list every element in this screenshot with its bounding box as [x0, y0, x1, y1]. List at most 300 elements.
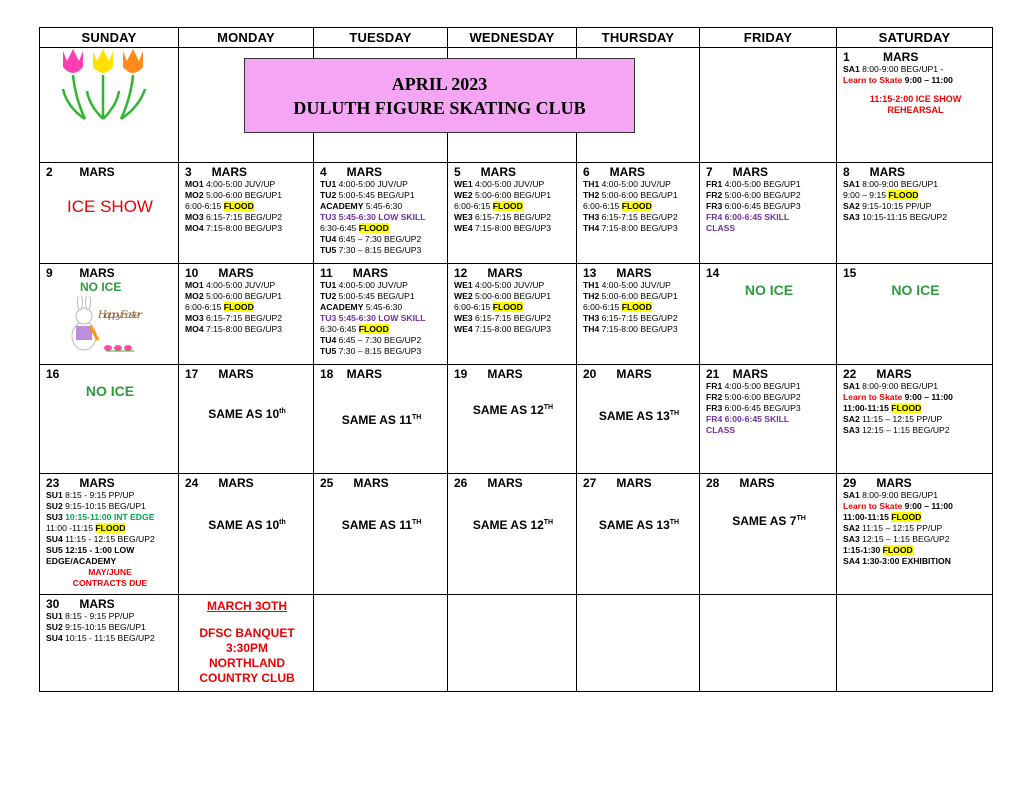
session-code: WE1 — [454, 280, 473, 290]
session-code: WE1 — [454, 179, 473, 189]
session-code: SA2 — [843, 523, 860, 533]
session-code: SA2 — [843, 201, 860, 211]
day-cell-22 — [837, 365, 993, 474]
schedule-line — [185, 280, 309, 291]
session-time: 6:15-7:15 BEG/UP2 — [472, 212, 551, 222]
no-ice-label: NO ICE — [891, 282, 940, 298]
same-as-label: SAME AS 11TH — [341, 518, 422, 532]
week-row-4 — [40, 365, 993, 474]
flood-label: FLOOD — [223, 201, 254, 211]
session-code: SA2 — [843, 414, 860, 424]
session-code: MO4 — [185, 223, 204, 233]
session-code: SA4 — [843, 556, 860, 566]
day-cell-14 — [700, 264, 837, 365]
flood-label: FLOOD — [621, 302, 652, 312]
schedule-list — [185, 280, 309, 335]
session-code: SU1 — [46, 490, 63, 500]
schedule-line — [843, 534, 988, 545]
flood-label: FLOOD — [492, 201, 523, 211]
schedule-line — [46, 567, 174, 578]
session-code: SU5 — [46, 545, 63, 555]
session-code: FR2 — [706, 190, 723, 200]
session-code: TH2 — [583, 190, 600, 200]
session-code: MO3 — [185, 212, 204, 222]
schedule-line — [583, 280, 695, 291]
session-code: FR3 — [706, 403, 723, 413]
schedule-line — [843, 523, 988, 534]
schedule-line — [185, 302, 309, 313]
skill-class-label: FR4 6:00-6:45 SKILL — [706, 414, 790, 424]
day-cell-23 — [40, 474, 179, 595]
session-time: 7:30 – 8:15 BEG/UP3 — [336, 245, 422, 255]
schedule-line — [583, 302, 695, 313]
flood-label: FLOOD — [95, 523, 126, 533]
day-header: 1 MARS — [843, 50, 919, 64]
day-cell-8 — [837, 163, 993, 264]
schedule-list — [583, 179, 695, 234]
day-cell-19 — [448, 365, 577, 474]
flood-label: FLOOD — [891, 403, 922, 413]
week-row-3 — [40, 264, 993, 365]
day-cell-empty — [577, 595, 700, 692]
session-code: WE4 — [454, 324, 473, 334]
ice-show-rehearsal-note: REHEARSAL — [887, 105, 944, 115]
day-header: 3 MARS — [185, 165, 248, 179]
day-cell-5 — [448, 163, 577, 264]
day-cell-6 — [577, 163, 700, 264]
schedule-line — [454, 313, 572, 324]
session-code: TU2 — [320, 291, 337, 301]
schedule-line — [843, 490, 988, 501]
schedule-line — [583, 201, 695, 212]
schedule-line — [706, 223, 832, 234]
session-code: SA3 — [843, 425, 860, 435]
day-header: 25 MARS — [320, 476, 389, 490]
schedule-line — [320, 179, 443, 190]
schedule-line — [583, 313, 695, 324]
session-time: 5:00-5:45 BEG/UP1 — [336, 190, 415, 200]
session-time: 8:00-9:00 BEG/UP1 — [859, 381, 939, 391]
day-header: 29 MARS — [843, 476, 912, 490]
schedule-line — [706, 392, 832, 403]
session-time: 6:00-6:15 — [185, 201, 224, 211]
easter-greeting: Happy Easter — [98, 310, 142, 321]
schedule-list — [706, 381, 832, 436]
learn-to-skate-label: Learn to Skate — [843, 501, 903, 511]
flood-label: FLOOD — [882, 545, 913, 555]
day-header: 12 MARS — [454, 266, 523, 280]
day-header: 27 MARS — [583, 476, 652, 490]
session-time: 5:00-6:00 BEG/UP1 — [203, 190, 282, 200]
weekday-saturday: SATURDAY — [837, 28, 993, 48]
session-code: SU2 — [46, 501, 63, 511]
club-name-title: DULUTH FIGURE SKATING CLUB — [293, 97, 586, 118]
schedule-line — [843, 381, 988, 392]
session-time: 6:00-6:15 — [454, 201, 493, 211]
session-time: 8:15 - 9:15 PP/UP — [62, 611, 135, 621]
schedule-line — [454, 302, 572, 313]
weekday-monday: MONDAY — [179, 28, 314, 48]
schedule-line — [843, 501, 988, 512]
schedule-line — [454, 223, 572, 234]
session-code: FR2 — [706, 392, 723, 402]
session-code: WE2 — [454, 291, 473, 301]
session-code: TU4 — [320, 335, 337, 345]
schedule-line — [583, 190, 695, 201]
session-time: 9:00 – 9:15 — [843, 190, 889, 200]
session-time: 6:00-6:15 — [185, 302, 224, 312]
session-time: 11:00 -11:15 — [46, 523, 96, 533]
day-header: 21 MARS — [706, 367, 769, 381]
same-as-label: SAME AS 11TH — [341, 413, 422, 427]
schedule-line — [583, 291, 695, 302]
session-time: 4:00-5:00 JUV/UP — [472, 280, 545, 290]
schedule-line — [320, 212, 443, 223]
session-time: 4:00-5:00 JUV/UP — [472, 179, 545, 189]
day-cell-17 — [179, 365, 314, 474]
session-time: 4:00-5:00 JUV/UP — [599, 179, 671, 189]
day-header: 24 MARS — [185, 476, 254, 490]
session-code: SU2 — [46, 622, 63, 632]
week-row-5 — [40, 474, 993, 595]
session-code: WE2 — [454, 190, 473, 200]
schedule-line — [454, 212, 572, 223]
session-time: 1:30-3:00 EXHIBITION — [859, 556, 951, 566]
day-cell-2 — [40, 163, 179, 264]
day-cell-29 — [837, 474, 993, 595]
schedule-line — [583, 212, 695, 223]
session-time: 8:15 - 9:15 PP/UP — [62, 490, 135, 500]
weekday-wednesday: WEDNESDAY — [448, 28, 577, 48]
skill-class-label: TU3 5:45-6:30 LOW SKILL — [320, 313, 426, 323]
session-time: 5:00-6:00 BEG/UP2 — [722, 190, 801, 200]
session-code: TH3 — [583, 313, 600, 323]
session-code: WE4 — [454, 223, 473, 233]
session-code: TU4 — [320, 234, 337, 244]
session-code: WE3 — [454, 212, 473, 222]
day-cell-1 — [837, 48, 993, 163]
schedule-line — [185, 291, 309, 302]
session-code: SA1 — [843, 179, 860, 189]
day-header: 16 — [46, 367, 60, 381]
schedule-line — [843, 556, 988, 567]
day-cell-11 — [314, 264, 448, 365]
weekday-sunday: SUNDAY — [40, 28, 179, 48]
day-cell-4 — [314, 163, 448, 264]
day-cell-empty — [837, 595, 993, 692]
session-time: 4:00-5:00 JUV/UP — [336, 280, 408, 290]
schedule-line — [320, 223, 443, 234]
session-time: 7:15-8:00 BEG/UP3 — [203, 324, 282, 334]
schedule-line — [843, 545, 988, 556]
session-time: 6:15-7:15 BEG/UP2 — [599, 212, 678, 222]
session-time: 5:00-6:00 BEG/UP2 — [722, 392, 801, 402]
schedule-line — [583, 179, 695, 190]
banquet-venue: NORTHLAND — [209, 656, 285, 670]
session-code: ACADEMY — [320, 302, 364, 312]
calendar-month-title: APRIL 2023 — [391, 73, 488, 94]
schedule-list — [185, 179, 309, 234]
schedule-line — [185, 223, 309, 234]
session-code: SU1 — [46, 611, 63, 621]
session-code: SA1 — [843, 490, 860, 500]
same-as-label: SAME AS 13TH — [598, 409, 680, 423]
session-time: 12:15 – 1:15 BEG/UP2 — [859, 425, 950, 435]
learn-to-skate-label: Learn to Skate — [843, 75, 903, 85]
schedule-line — [843, 425, 988, 436]
flood-label: FLOOD — [492, 302, 523, 312]
day-header: 18 MARS — [320, 367, 383, 381]
no-ice-label: NO ICE — [744, 282, 794, 298]
day-cell-26 — [448, 474, 577, 595]
schedule-line — [320, 201, 443, 212]
schedule-line — [843, 414, 988, 425]
session-time: 5:00-6:00 BEG/UP1 — [472, 190, 551, 200]
schedule-list — [583, 280, 695, 335]
day-cell-13 — [577, 264, 700, 365]
session-time: 5:00-5:45 BEG/UP1 — [336, 291, 415, 301]
weekday-thursday: THURSDAY — [577, 28, 700, 48]
session-time: 6:30-6:45 — [320, 223, 359, 233]
session-time: 6:00-6:15 — [583, 302, 622, 312]
session-time: 12:15 – 1:15 BEG/UP2 — [859, 534, 950, 544]
day-header: 23 MARS — [46, 476, 115, 490]
session-time: 11:00-11:15 — [843, 512, 892, 522]
schedule-line — [185, 324, 309, 335]
session-code: FR3 — [706, 201, 723, 211]
session-code: TU5 — [320, 346, 337, 356]
session-time: 6:00-6:15 — [454, 302, 493, 312]
schedule-line — [454, 190, 572, 201]
session-time: 7:15-8:00 BEG/UP3 — [472, 324, 551, 334]
weekday-friday: FRIDAY — [700, 28, 837, 48]
schedule-line — [46, 578, 174, 589]
session-code: TH2 — [583, 291, 600, 301]
schedule-list — [843, 381, 988, 436]
session-time: 6:00-6:45 BEG/UP3 — [722, 201, 801, 211]
schedule-line — [706, 414, 832, 425]
banquet-venue: COUNTRY CLUB — [199, 671, 295, 685]
schedule-line — [185, 212, 309, 223]
session-code: SU4 — [46, 534, 63, 544]
session-time: 11:15 - 12:15 BEG/UP2 — [62, 534, 155, 544]
ice-show-label: ICE SHOW — [67, 197, 153, 216]
day-cell-24 — [179, 474, 314, 595]
session-code: ACADEMY — [320, 201, 364, 211]
same-as-label: SAME AS 12TH — [472, 403, 554, 417]
schedule-line — [46, 512, 174, 523]
session-time: 9:15-10:15 BEG/UP1 — [62, 622, 146, 632]
day-header: 17 MARS — [185, 367, 254, 381]
session-code: TH3 — [583, 212, 600, 222]
schedule-line — [843, 179, 988, 190]
schedule-list — [46, 490, 174, 589]
session-code: TH1 — [583, 179, 600, 189]
day-header: 5 MARS — [454, 165, 517, 179]
banquet-title: DFSC BANQUET — [199, 626, 295, 640]
day-cell-3 — [179, 163, 314, 264]
day-header: 14 — [706, 266, 720, 280]
session-time: 4:00-5:00 JUV/UP — [203, 179, 276, 189]
flood-label: FLOOD — [223, 302, 254, 312]
session-code: TU1 — [320, 280, 337, 290]
no-ice-label: NO ICE — [80, 280, 122, 294]
schedule-line — [706, 201, 832, 212]
day-header: 22 MARS — [843, 367, 912, 381]
schedule-line — [46, 523, 174, 534]
schedule-line — [706, 425, 832, 436]
week-row-6 — [40, 595, 993, 692]
schedule-line — [706, 403, 832, 414]
session-time: 6:45 – 7:30 BEG/UP2 — [336, 234, 422, 244]
day-cell-27 — [577, 474, 700, 595]
session-time: 4:00-5:00 BEG/UP1 — [722, 381, 801, 391]
schedule-line — [320, 335, 443, 346]
session-time: 5:45-6:30 — [363, 201, 403, 211]
skill-class-label: TU3 5:45-6:30 LOW SKILL — [320, 212, 426, 222]
session-time: 8:00-9:00 BEG/UP1 - — [859, 64, 944, 74]
schedule-list — [320, 179, 443, 256]
schedule-list — [843, 490, 988, 567]
schedule-line — [320, 190, 443, 201]
session-time: 11:00-11:15 — [843, 403, 892, 413]
session-time: 6:00-6:45 BEG/UP3 — [722, 403, 801, 413]
schedule-line — [46, 556, 174, 567]
day-header: 4 MARS — [320, 165, 383, 179]
session-time: 1:15-1:30 — [843, 545, 883, 555]
day-header: 13 MARS — [583, 266, 652, 280]
schedule-line — [320, 280, 443, 291]
day-header: 20 MARS — [583, 367, 652, 381]
session-time: 8:00-9:00 BEG/UP1 — [859, 179, 939, 189]
session-code: MO1 — [185, 280, 204, 290]
session-code: TU5 — [320, 245, 337, 255]
session-time: 4:00-5:00 JUV/UP — [336, 179, 408, 189]
session-code: TU2 — [320, 190, 337, 200]
schedule-line — [46, 622, 174, 633]
banquet-time: 3:30PM — [225, 641, 269, 655]
schedule-line — [843, 190, 988, 201]
session-code: SA3 — [843, 212, 860, 222]
session-code: MO3 — [185, 313, 204, 323]
schedule-line — [843, 392, 988, 403]
flood-label: FLOOD — [891, 512, 922, 522]
schedule-line — [185, 313, 309, 324]
schedule-line — [843, 212, 988, 223]
schedule-line — [706, 179, 832, 190]
session-time: 10:15-11:15 BEG/UP2 — [859, 212, 947, 222]
schedule-line — [454, 291, 572, 302]
schedule-line — [320, 291, 443, 302]
session-code: MO2 — [185, 291, 204, 301]
session-code: WE3 — [454, 313, 473, 323]
day-cell-21 — [700, 365, 837, 474]
day-header: 11 MARS — [320, 266, 389, 280]
session-time: 5:45-6:30 — [363, 302, 403, 312]
schedule-line — [843, 403, 988, 414]
day-header: 9 MARS — [46, 266, 115, 280]
schedule-line — [320, 234, 443, 245]
schedule-line — [320, 346, 443, 357]
day-header: 15 — [843, 266, 857, 280]
session-code: SU3 — [46, 512, 63, 522]
day-header: 8 MARS — [843, 165, 906, 179]
day-header: 28 MARS — [706, 476, 775, 490]
calendar-title-box — [244, 58, 635, 133]
schedule-line — [46, 611, 174, 622]
day-cell-20 — [577, 365, 700, 474]
session-code: FR1 — [706, 179, 723, 189]
day-cell-empty — [448, 595, 577, 692]
session-code: TH1 — [583, 280, 600, 290]
session-time: 9:15-10:15 PP/UP — [859, 201, 932, 211]
schedule-line — [185, 179, 309, 190]
session-time: 11:15 – 12:15 PP/UP — [859, 414, 943, 424]
schedule-line — [320, 245, 443, 256]
day-cell-30 — [40, 595, 179, 692]
session-time: 9:00 – 11:00 — [902, 75, 953, 85]
session-time: 5:00-6:00 BEG/UP1 — [203, 291, 282, 301]
session-code: SA1 — [843, 64, 860, 74]
day-cell-25 — [314, 474, 448, 595]
session-time: 6:00-6:15 — [583, 201, 622, 211]
skill-class-label: FR4 6:00-6:45 SKILL — [706, 212, 790, 222]
week-row-2 — [40, 163, 993, 264]
day-cell-10 — [179, 264, 314, 365]
day-cell-12 — [448, 264, 577, 365]
banquet-date: MARCH 3OTH — [207, 599, 287, 613]
session-time: EDGE/ACADEMY — [46, 556, 117, 566]
schedule-line — [320, 302, 443, 313]
session-time: 6:15-7:15 BEG/UP2 — [599, 313, 678, 323]
session-code: MO2 — [185, 190, 204, 200]
session-time: 5:00-6:00 BEG/UP1 — [599, 190, 678, 200]
session-code: SU4 — [46, 633, 63, 643]
session-code: MO4 — [185, 324, 204, 334]
tulips-icon — [55, 45, 155, 123]
contracts-due-note: CONTRACTS DUE — [72, 578, 148, 588]
session-time: 7:15-8:00 BEG/UP3 — [203, 223, 282, 233]
session-time: 4:00-5:00 JUV/UP — [599, 280, 671, 290]
day-cell-empty — [700, 48, 837, 163]
day-header: 30 MARS — [46, 597, 115, 611]
flood-label: FLOOD — [888, 190, 919, 200]
flood-label: FLOOD — [358, 324, 389, 334]
session-code: MO1 — [185, 179, 204, 189]
session-code: SA1 — [843, 381, 860, 391]
schedule-line — [185, 201, 309, 212]
skill-class-label: CLASS — [706, 425, 736, 435]
session-time: 4:00-5:00 JUV/UP — [203, 280, 276, 290]
day-header: 6 MARS — [583, 165, 646, 179]
schedule-line — [706, 190, 832, 201]
schedule-list — [320, 280, 443, 357]
flood-label: FLOOD — [358, 223, 389, 233]
session-time: 5:00-6:00 BEG/UP1 — [472, 291, 551, 301]
schedule-line — [454, 280, 572, 291]
session-time: 7:15-8:00 BEG/UP3 — [472, 223, 551, 233]
same-as-label: SAME AS 10th — [208, 407, 286, 421]
schedule-list — [454, 179, 572, 234]
session-code: TH4 — [583, 223, 600, 233]
schedule-line — [843, 201, 988, 212]
schedule-line — [706, 212, 832, 223]
schedule-line — [46, 534, 174, 545]
session-code: TU1 — [320, 179, 337, 189]
session-time: 11:15 – 12:15 PP/UP — [859, 523, 943, 533]
day-cell-7 — [700, 163, 837, 264]
session-code: SA3 — [843, 534, 860, 544]
